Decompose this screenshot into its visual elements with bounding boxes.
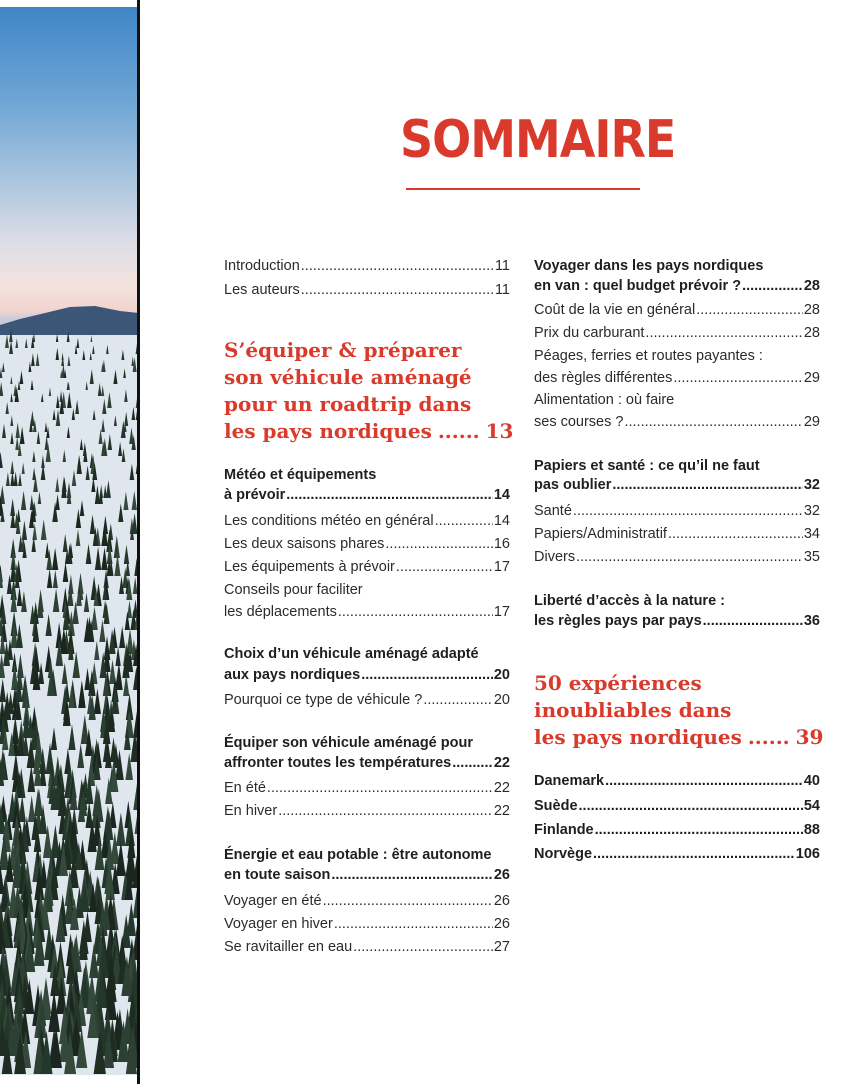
toc-entry-page: 17 [493,559,510,575]
toc-entry-page: 22 [493,780,510,796]
toc-entry-page: 11 [494,258,510,274]
toc-entry-page: 26 [493,893,510,909]
toc-entry-label: En hiver [224,803,278,819]
toc-entry-suede[interactable] [534,795,820,817]
leader-dots [361,664,493,686]
toc-entry-page: 28 [803,278,820,294]
toc-entry-page: 34 [803,526,820,542]
toc-entry-label: les déplacements [224,604,337,620]
toc-heading-choix[interactable] [224,664,510,686]
leader-dots [595,819,803,841]
toc-entry-page: 17 [493,604,510,620]
toc-entry-label: En été [224,780,266,796]
toc-heading-budget[interactable] [534,275,820,297]
leader-dots: ...... [747,725,790,749]
leader-dots [385,533,492,555]
toc-entry-ravitailler[interactable] [224,936,510,958]
section-heading-page: 13 [485,419,514,443]
toc-entry-conseils-line1[interactable]: Conseils pour faciliter [224,582,363,598]
toc-entry-label: affronter toutes les températures [224,755,452,771]
toc-entry-conditions-meteo[interactable] [224,510,510,532]
toc-entry-page: 26 [493,867,510,883]
toc-heading-energie[interactable] [224,864,510,886]
leader-dots [573,500,803,522]
toc-entry-label: ses courses ? [534,414,624,430]
title-underline [406,188,640,190]
toc-heading-papiers-line1[interactable]: Papiers et santé : ce qu’il ne faut [534,458,760,474]
toc-entry-label: Les deux saisons phares [224,536,385,552]
leader-dots [301,279,494,301]
toc-entry-sante[interactable] [534,500,820,522]
toc-entry-label: Finlande [534,822,594,838]
photo-border [137,0,140,1084]
toc-heading-liberte[interactable] [534,610,820,632]
toc-entry-introduction[interactable] [224,255,510,277]
toc-entry-label: Prix du carburant [534,325,645,341]
toc-entry-page: 28 [803,302,820,318]
toc-entry-page: 40 [803,773,820,789]
toc-entry-alimentation-line1[interactable]: Alimentation : où faire [534,392,675,408]
leader-dots [696,299,803,321]
toc-entry-label: Suède [534,798,578,814]
section-heading-line: son véhicule aménagé [224,365,472,389]
leader-dots [323,890,493,912]
toc-entry-page: 29 [803,370,820,386]
leader-dots [668,523,803,545]
leader-dots [703,610,803,632]
toc-entry-page: 20 [493,667,510,683]
forest-illustration [0,7,139,1075]
leader-dots [579,795,803,817]
toc-entry-alimentation[interactable] [534,411,820,433]
toc-entry-voyager-hiver[interactable] [224,913,510,935]
leader-dots [605,770,803,792]
leader-dots [612,474,803,496]
toc-entry-cout-vie[interactable] [534,299,820,321]
leader-dots [396,556,493,578]
toc-entry-page: 88 [803,822,820,838]
leader-dots [452,752,493,774]
toc-entry-carburant[interactable] [534,322,820,344]
toc-entry-peages[interactable] [534,367,820,389]
leader-dots [334,913,493,935]
toc-entry-label: Voyager en hiver [224,916,333,932]
toc-entry-danemark[interactable] [534,770,820,792]
toc-heading-budget-line1[interactable]: Voyager dans les pays nordiques [534,258,764,274]
section-heading-experiences[interactable] [534,670,824,751]
toc-entry-label: en van : quel budget prévoir ? [534,278,742,294]
toc-entry-page: 36 [803,613,820,629]
toc-entry-label: Santé [534,503,572,519]
toc-entry-finlande[interactable] [534,819,820,841]
toc-entry-page: 22 [493,803,510,819]
leader-dots [301,255,494,277]
toc-entry-auteurs[interactable] [224,279,510,301]
toc-entry-page: 14 [493,487,510,503]
toc-entry-page: 54 [803,798,820,814]
toc-heading-papiers[interactable] [534,474,820,496]
toc-entry-page: 11 [494,282,510,298]
toc-heading-energie-line1[interactable]: Énergie et eau potable : être autonome [224,847,492,863]
toc-heading-meteo[interactable] [224,484,510,506]
toc-entry-label: pas oublier [534,477,612,493]
toc-entry-label: des règles différentes [534,370,673,386]
section-heading-line: pour un roadtrip dans [224,392,472,416]
toc-entry-peages-line1[interactable]: Péages, ferries et routes payantes : [534,348,763,364]
toc-entry-page: 20 [493,692,510,708]
toc-entry-label: Coût de la vie en général [534,302,696,318]
toc-heading-meteo-line1[interactable]: Météo et équipements [224,467,377,483]
toc-entry-page: 26 [493,916,510,932]
toc-entry-page: 22 [493,755,510,771]
toc-heading-choix-line1[interactable]: Choix d’un véhicule aménagé adapté [224,646,479,662]
toc-heading-equiper-line1[interactable]: Équiper son véhicule aménagé pour [224,735,473,751]
toc-entry-label: les règles pays par pays [534,613,702,629]
toc-entry-norvege[interactable] [534,843,820,865]
toc-entry-label: à prévoir [224,487,286,503]
section-heading-line: 50 expériences [534,671,702,695]
toc-entry-label: Danemark [534,773,605,789]
toc-entry-label: Les équipements à prévoir [224,559,395,575]
toc-entry-page: 16 [493,536,510,552]
leader-dots [673,367,802,389]
leader-dots [331,864,493,886]
toc-entry-voyager-ete[interactable] [224,890,510,912]
toc-entry-label: Introduction [224,258,300,274]
toc-entry-label: en toute saison [224,867,331,883]
toc-entry-page: 106 [795,846,820,862]
toc-entry-page: 29 [803,414,820,430]
leader-dots [576,546,803,568]
toc-entry-label: aux pays nordiques [224,667,361,683]
leader-dots [267,777,493,799]
toc-entry-page: 32 [803,503,820,519]
section-heading-line: S’équiper & préparer [224,338,462,362]
toc-entry-page: 14 [493,513,510,529]
toc-entry-page: 27 [493,939,510,955]
leader-dots: ...... [437,419,480,443]
toc-entry-pourquoi[interactable] [224,689,510,711]
section-heading-line: les pays nordiques [224,419,432,443]
toc-entry-divers[interactable] [534,546,820,568]
toc-entry-label: Papiers/Administratif [534,526,667,542]
toc-entry-deux-saisons[interactable] [224,533,510,555]
leader-dots [645,322,802,344]
toc-entry-page: 35 [803,549,820,565]
cover-photo-winter-forest [0,7,139,1075]
toc-entry-conseils[interactable] [224,601,510,623]
leader-dots [624,411,802,433]
page-title: SOMMAIRE [400,108,676,170]
toc-entry-label: Se ravitailler en eau [224,939,353,955]
toc-entry-papiers-admin[interactable] [534,523,820,545]
toc-entry-en-ete[interactable] [224,777,510,799]
leader-dots [423,689,493,711]
section-heading-line: les pays nordiques [534,725,742,749]
section-heading-page: 39 [795,725,824,749]
leader-dots [353,936,493,958]
toc-entry-label: Norvège [534,846,593,862]
toc-entry-en-hiver[interactable] [224,800,510,822]
leader-dots [742,275,803,297]
toc-entry-equipements[interactable] [224,556,510,578]
toc-entry-label: Voyager en été [224,893,322,909]
toc-entry-page: 32 [803,477,820,493]
toc-entry-page: 28 [803,325,820,341]
toc-heading-equiper[interactable] [224,752,510,774]
toc-heading-liberte-line1[interactable]: Liberté d’accès à la nature : [534,593,725,609]
toc-entry-label: Les conditions météo en général [224,513,434,529]
section-heading-equiper[interactable] [224,337,514,445]
toc-entry-label: Les auteurs [224,282,300,298]
leader-dots [338,601,493,623]
toc-entry-label: Pourquoi ce type de véhicule ? [224,692,423,708]
leader-dots [593,843,795,865]
leader-dots [435,510,493,532]
toc-entry-label: Divers [534,549,576,565]
leader-dots [278,800,493,822]
leader-dots [286,484,493,506]
section-heading-line: inoubliables dans [534,698,732,722]
